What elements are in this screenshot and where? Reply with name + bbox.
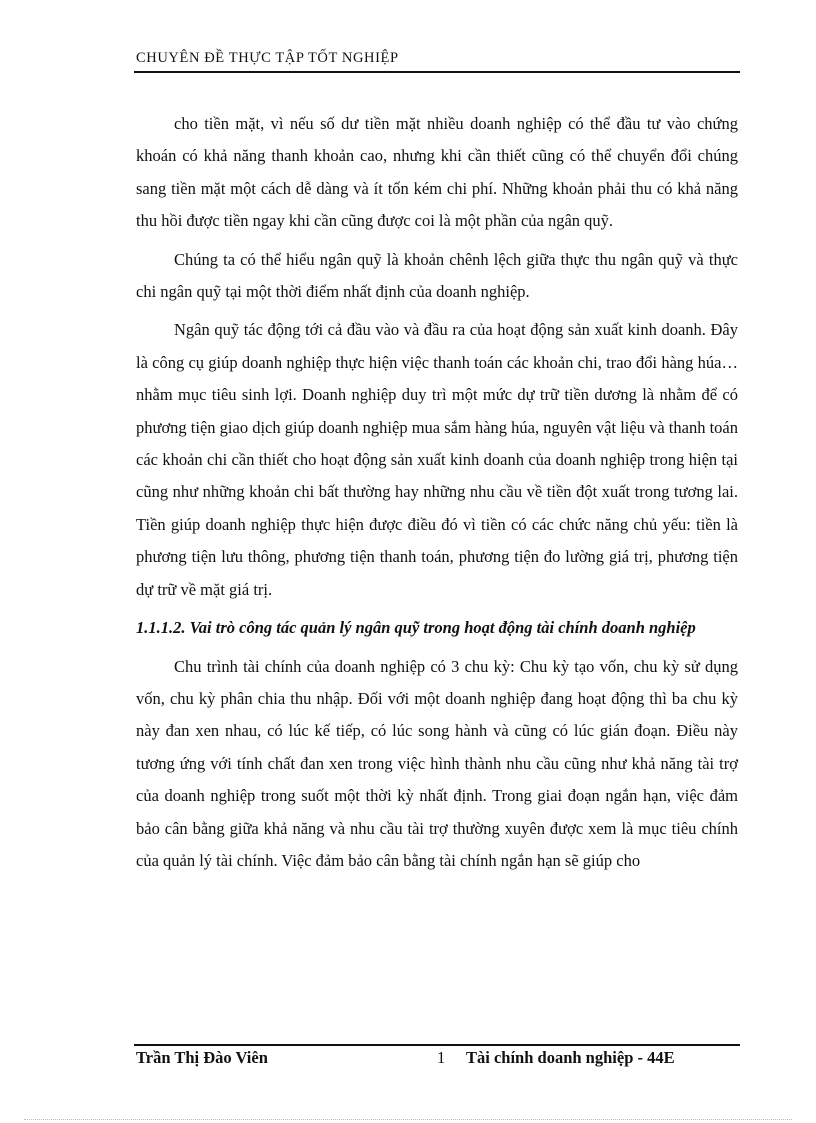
footer-author: Trần Thị Đào Viên xyxy=(136,1048,268,1067)
document-body xyxy=(136,108,738,883)
footer-divider xyxy=(134,1044,740,1046)
page-bottom-edge xyxy=(24,1119,792,1120)
section-heading: 1.1.1.2. Vai trò công tác quản lý ngân quỹ trong hoạt động tài chính doanh nghiệp xyxy=(136,618,696,638)
document-title: CHUYÊN ĐỀ THỰC TẬP TỐT NGHIỆP xyxy=(136,50,399,66)
section-paragraph: Chu trình tài chính của doanh nghiệp có 3 chu kỳ: Chu kỳ tạo vốn, chu kỳ sử dụng vốn, chu kỳ phân chia thu nhập. Đối với một doanh nghiệp đang hoạt động thì ba chu kỳ này đan xen nhau, có lúc kế tiếp, có lúc song hành và cũng có lúc gián đoạn. Điều này tương ứng với tính chất đan xen trong việc hình thành nhu cầu cũng như khả năng tài trợ của doanh nghiệp trong suốt một thời kỳ nhất định. Trong giai đoạn ngắn hạn, việc đảm bảo cân bằng giữa khả năng và nhu cầu tài trợ thường xuyên được xem là mục tiêu chính của quản lý tài chính. Việc đảm bảo cân bằng tài chính ngắn hạn sẽ giúp cho xyxy=(136,656,738,870)
footer-page-number: 1 xyxy=(437,1048,446,1067)
paragraph-1: cho tiền mặt, vì nếu số dư tiền mặt nhiều doanh nghiệp có thể đầu tư vào chứng khoán có khả năng thanh khoản cao, nhưng khi cần thiết cũng có thể chuyển đổi chúng sang tiền mặt một cách dễ dàng và ít tốn kém chi phí. Những khoản phải thu có khả năng thu hồi được tiền ngay khi cần cũng được coi là một phần của ngân quỹ. xyxy=(136,114,738,231)
paragraph-2: Chúng ta có thể hiểu ngân quỹ là khoản chênh lệch giữa thực thu ngân quỹ và thực chi ngân quỹ tại một thời điểm nhất định của doanh nghiệp. xyxy=(136,249,738,302)
header-divider xyxy=(134,71,740,73)
paragraph-3: Ngân quỹ tác động tới cả đầu vào và đầu ra của hoạt động sản xuất kinh doanh. Đây là công cụ giúp doanh nghiệp thực hiện việc thanh toán các khoản chi, trao đổi hàng húa…nhằm mục tiêu sinh lợi. Doanh nghiệp duy trì một mức dự trữ tiền dương là nhằm để có phương tiện giao dịch giúp doanh nghiệp mua sắm hàng húa, nguyên vật liệu và thanh toán các khoản chi cần thiết cho hoạt động sản xuất kinh doanh của doanh nghiệp trong hiện tại cũng như những khoản chi bất thường hay những nhu cầu về tiền đột xuất trong tương lai. Tiền giúp doanh nghiệp thực hiện được điều đó vì tiền có các chức năng chủ yếu: tiền là phương tiện lưu thông, phương tiện thanh toán, phương tiện đo lường giá trị, phương tiện dự trữ về mặt giá trị. xyxy=(136,320,738,599)
footer-department: Tài chính doanh nghiệp - 44E xyxy=(466,1048,675,1067)
